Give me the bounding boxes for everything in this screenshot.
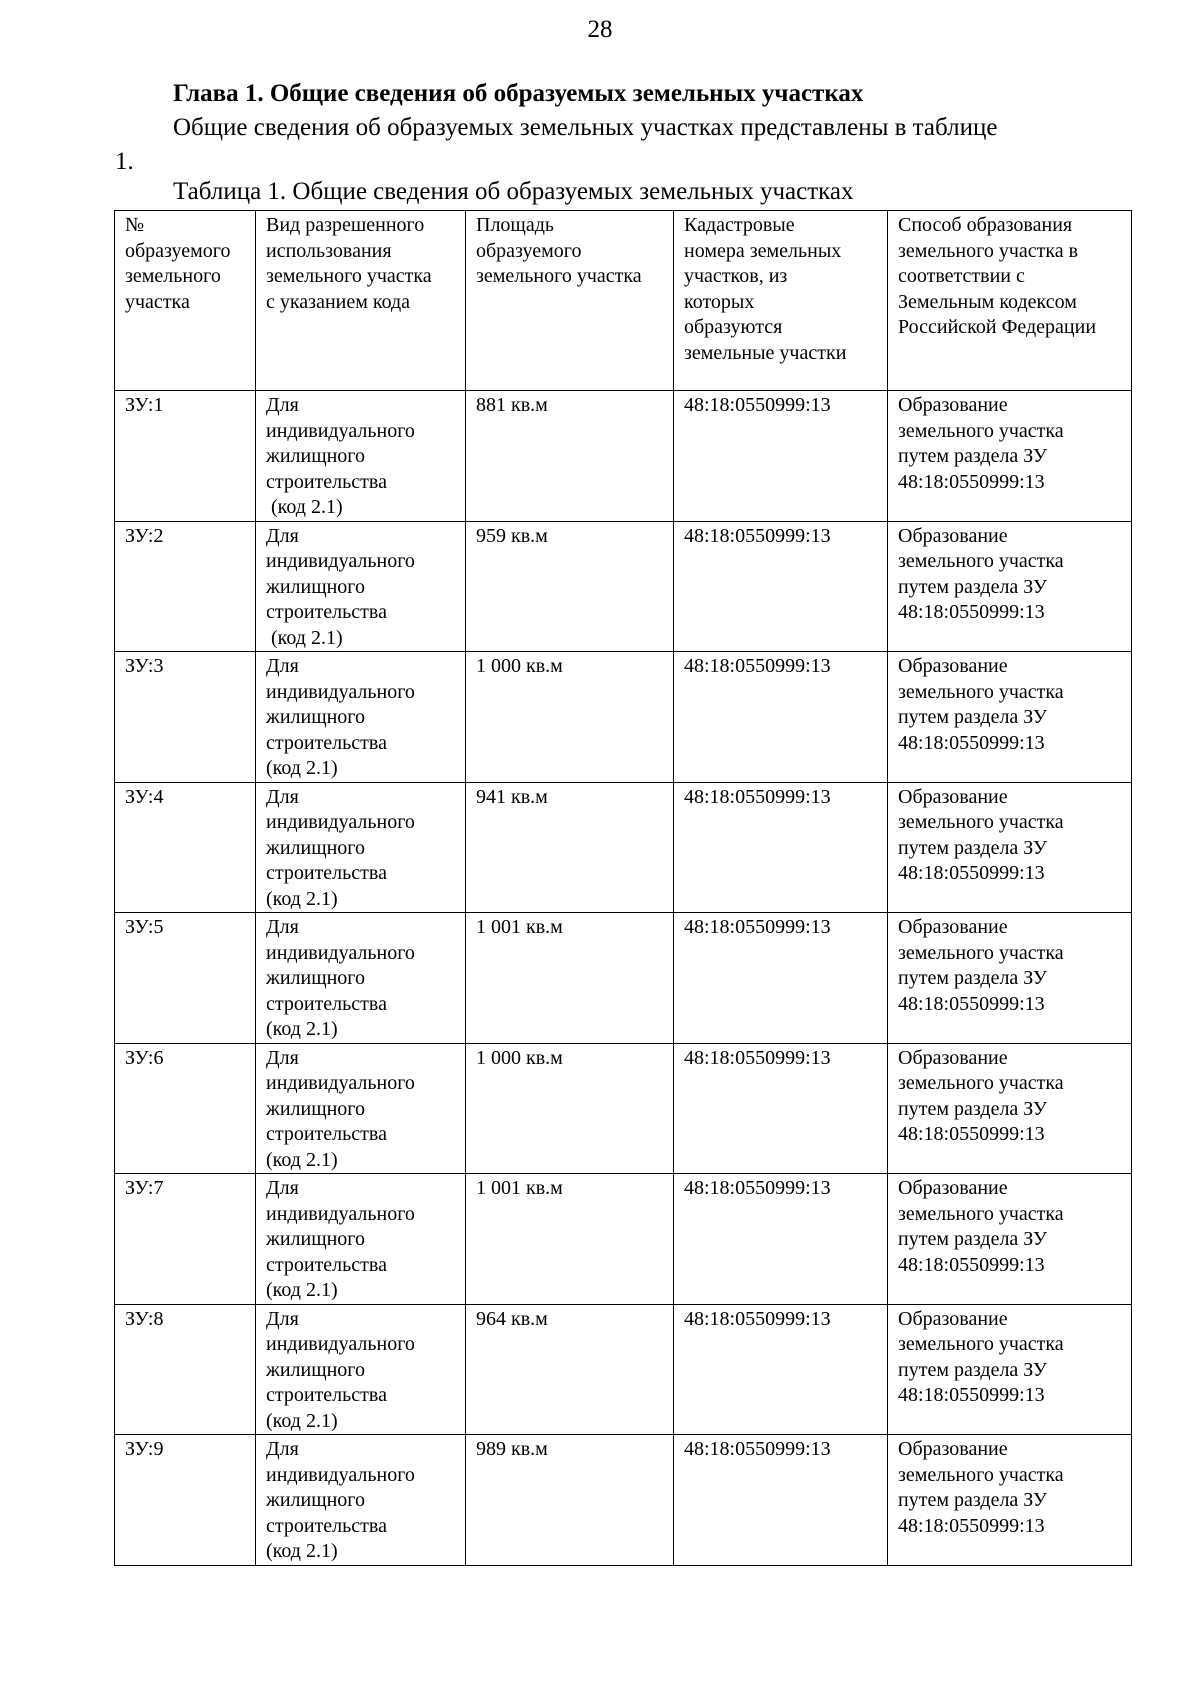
- table-row: [115, 521, 1132, 652]
- cell-permitted-use-line: жилищного: [266, 1228, 366, 1250]
- cell-permitted-use-line: строительства: [266, 731, 387, 754]
- cell-plot-id: [115, 391, 256, 522]
- cell-plot-id: [115, 521, 256, 652]
- cell-formation-method: [888, 782, 1132, 913]
- cell-permitted-use-line: жилищного: [266, 575, 366, 598]
- header-line: участка: [125, 290, 190, 313]
- header-line: №: [125, 214, 145, 236]
- cell-formation-method-line: путем раздела ЗУ: [898, 445, 1047, 467]
- cell-permitted-use-line: (код 2.1): [266, 1540, 338, 1562]
- cell-cadastral-number: [674, 782, 888, 913]
- header-line: земельного участка: [266, 265, 432, 287]
- cell-permitted-use-line: строительства: [266, 601, 387, 623]
- intro-paragraph-line-1: Общие сведения об образуемых земельных участках представлены в таблице: [173, 114, 998, 141]
- header-line: которых: [684, 290, 755, 313]
- header-line: земельного участка в: [898, 239, 1079, 262]
- cell-plot-id: [115, 1174, 256, 1305]
- cell-cadastral-number-text: 48:18:0550999:13: [684, 1438, 831, 1460]
- page-number: 28: [587, 16, 613, 43]
- header-line: Вид разрешенного: [266, 214, 425, 236]
- cell-area-text: 1 001 кв.м: [476, 1177, 563, 1199]
- header-line: образуемого: [125, 239, 231, 262]
- cell-plot-id-text: ЗУ:6: [125, 1046, 164, 1069]
- cell-cadastral-number-text: 48:18:0550999:13: [684, 524, 831, 547]
- cell-area: [466, 652, 674, 783]
- cell-permitted-use: [256, 1435, 466, 1566]
- cell-formation-method-line: Образование: [898, 1438, 1008, 1460]
- cell-plot-id-text: ЗУ:2: [125, 524, 164, 547]
- cell-plot-id-text: ЗУ:3: [125, 655, 164, 677]
- cell-formation-method-line: путем раздела ЗУ: [898, 1358, 1047, 1381]
- cell-formation-method-line: 48:18:0550999:13: [898, 470, 1045, 493]
- cell-formation-method: [888, 391, 1132, 522]
- cell-cadastral-number: [674, 521, 888, 652]
- header-area: [466, 211, 674, 391]
- cell-area: [466, 1304, 674, 1435]
- cell-plot-id-text: ЗУ:7: [125, 1177, 164, 1199]
- cell-permitted-use-line: индивидуального: [266, 550, 415, 572]
- cell-formation-method-line: путем раздела ЗУ: [898, 1228, 1047, 1250]
- cell-formation-method-line: Образование: [898, 785, 1008, 808]
- header-line: номера земельных: [684, 239, 842, 262]
- header-line: с указанием кода: [266, 290, 411, 313]
- cell-permitted-use: [256, 1174, 466, 1305]
- cell-cadastral-number: [674, 1043, 888, 1174]
- header-line: Российской Федерации: [898, 316, 1097, 338]
- cell-plot-id: [115, 1304, 256, 1435]
- cell-permitted-use-line: строительства: [266, 1123, 387, 1145]
- cell-area-text: 881 кв.м: [476, 394, 548, 416]
- cell-formation-method-line: Образование: [898, 1177, 1008, 1199]
- cell-plot-id-text: ЗУ:1: [125, 394, 164, 416]
- cell-permitted-use-line: строительства: [266, 992, 387, 1015]
- table-row: [115, 1304, 1132, 1435]
- cell-cadastral-number-text: 48:18:0550999:13: [684, 1177, 831, 1199]
- cell-area: [466, 1435, 674, 1566]
- cell-formation-method-line: 48:18:0550999:13: [898, 601, 1045, 623]
- cell-formation-method-line: 48:18:0550999:13: [898, 1253, 1045, 1276]
- cell-plot-id-text: ЗУ:5: [125, 916, 164, 938]
- cell-cadastral-number-text: 48:18:0550999:13: [684, 655, 831, 677]
- table-row: [115, 782, 1132, 913]
- header-line: соответствии с: [898, 265, 1025, 287]
- cell-area-text: 941 кв.м: [476, 785, 548, 808]
- header-line: Кадастровые: [684, 214, 795, 236]
- cell-formation-method-line: 48:18:0550999:13: [898, 992, 1045, 1015]
- cell-permitted-use: [256, 1304, 466, 1435]
- cell-permitted-use-line: индивидуального: [266, 1463, 415, 1486]
- cell-formation-method-line: Образование: [898, 916, 1008, 938]
- header-line: использования: [266, 239, 392, 262]
- cell-plot-id: [115, 782, 256, 913]
- header-line: образуются: [684, 316, 783, 338]
- cell-permitted-use-line: Для: [266, 785, 299, 808]
- cell-permitted-use-line: (код 2.1): [266, 757, 338, 779]
- cell-area-text: 1 001 кв.м: [476, 916, 563, 938]
- cell-area: [466, 1174, 674, 1305]
- header-line: образуемого: [476, 239, 582, 262]
- cell-formation-method: [888, 652, 1132, 783]
- cell-permitted-use-line: индивидуального: [266, 680, 415, 703]
- cell-plot-id: [115, 1435, 256, 1566]
- cell-area: [466, 913, 674, 1044]
- cell-permitted-use-line: строительства: [266, 1384, 387, 1406]
- cell-formation-method-line: земельного участка: [898, 1463, 1064, 1486]
- cell-formation-method-line: Образование: [898, 655, 1008, 677]
- cell-permitted-use-line: строительства: [266, 1253, 387, 1276]
- cell-permitted-use-line: (код 2.1): [266, 887, 338, 910]
- cell-permitted-use-line: индивидуального: [266, 1072, 415, 1094]
- cell-permitted-use-line: Для: [266, 394, 299, 416]
- cell-plot-id-text: ЗУ:4: [125, 785, 164, 808]
- cell-formation-method-line: путем раздела ЗУ: [898, 1489, 1047, 1511]
- cell-permitted-use-line: строительства: [266, 1514, 387, 1537]
- cell-formation-method-line: земельного участка: [898, 550, 1064, 572]
- cell-area: [466, 391, 674, 522]
- cell-formation-method: [888, 1174, 1132, 1305]
- cell-permitted-use: [256, 652, 466, 783]
- cell-area: [466, 782, 674, 913]
- cell-formation-method-line: Образование: [898, 1046, 1008, 1069]
- cell-cadastral-number: [674, 652, 888, 783]
- header-line: Площадь: [476, 214, 554, 236]
- header-line: земельного: [125, 265, 221, 287]
- cell-formation-method-line: путем раздела ЗУ: [898, 575, 1047, 598]
- cell-formation-method-line: 48:18:0550999:13: [898, 1384, 1045, 1406]
- table-row: [115, 1174, 1132, 1305]
- cell-permitted-use-line: жилищного: [266, 967, 366, 989]
- cell-area: [466, 1043, 674, 1174]
- cell-permitted-use-line: строительства: [266, 470, 387, 493]
- table-row: [115, 652, 1132, 783]
- cell-permitted-use-line: индивидуального: [266, 1333, 415, 1355]
- table-header-row: [115, 211, 1132, 391]
- cell-permitted-use-line: жилищного: [266, 836, 366, 859]
- header-line: земельные участки: [684, 341, 847, 364]
- cell-formation-method: [888, 913, 1132, 1044]
- cell-formation-method-line: земельного участка: [898, 1072, 1064, 1094]
- cell-plot-id: [115, 652, 256, 783]
- header-permitted-use: [256, 211, 466, 391]
- cell-plot-id-text: ЗУ:8: [125, 1307, 164, 1330]
- cell-formation-method-line: 48:18:0550999:13: [898, 862, 1045, 884]
- cell-permitted-use-line: (код 2.1): [266, 1148, 338, 1171]
- cell-permitted-use-line: Для: [266, 1046, 299, 1069]
- cell-permitted-use-line: (код 2.1): [266, 626, 343, 649]
- cell-formation-method-line: Образование: [898, 394, 1008, 416]
- cell-area-text: 989 кв.м: [476, 1438, 548, 1460]
- table-row: [115, 913, 1132, 1044]
- cell-formation-method-line: земельного участка: [898, 941, 1064, 964]
- cell-permitted-use-line: жилищного: [266, 445, 366, 467]
- cell-permitted-use-line: (код 2.1): [266, 1409, 338, 1432]
- land-plots-table: [114, 210, 1132, 1566]
- cell-permitted-use: [256, 782, 466, 913]
- table-row: [115, 391, 1132, 522]
- cell-formation-method-line: земельного участка: [898, 811, 1064, 833]
- cell-permitted-use: [256, 1043, 466, 1174]
- cell-cadastral-number-text: 48:18:0550999:13: [684, 394, 831, 416]
- cell-permitted-use: [256, 521, 466, 652]
- cell-permitted-use-line: Для: [266, 1307, 299, 1330]
- cell-plot-id: [115, 913, 256, 1044]
- cell-formation-method-line: 48:18:0550999:13: [898, 1123, 1045, 1145]
- cell-permitted-use-line: (код 2.1): [266, 1018, 338, 1040]
- cell-area-text: 964 кв.м: [476, 1307, 548, 1330]
- intro-paragraph-line-2: 1.: [115, 148, 134, 175]
- cell-permitted-use-line: строительства: [266, 862, 387, 884]
- cell-formation-method-line: 48:18:0550999:13: [898, 1514, 1045, 1537]
- cell-permitted-use-line: Для: [266, 655, 299, 677]
- header-formation-method: [888, 211, 1132, 391]
- cell-permitted-use-line: Для: [266, 916, 299, 938]
- cell-formation-method-line: земельного участка: [898, 1202, 1064, 1225]
- cell-permitted-use-line: Для: [266, 1177, 299, 1199]
- cell-permitted-use-line: (код 2.1): [266, 496, 343, 518]
- cell-permitted-use-line: индивидуального: [266, 941, 415, 964]
- cell-formation-method-line: путем раздела ЗУ: [898, 706, 1047, 728]
- cell-formation-method: [888, 521, 1132, 652]
- cell-cadastral-number: [674, 913, 888, 1044]
- cell-formation-method: [888, 1304, 1132, 1435]
- cell-permitted-use-line: Для: [266, 1438, 299, 1460]
- cell-cadastral-number-text: 48:18:0550999:13: [684, 785, 831, 808]
- cell-cadastral-number-text: 48:18:0550999:13: [684, 1307, 831, 1330]
- cell-permitted-use-line: (код 2.1): [266, 1279, 338, 1301]
- cell-area-text: 1 000 кв.м: [476, 1046, 563, 1069]
- table-row: [115, 1435, 1132, 1566]
- cell-permitted-use-line: жилищного: [266, 1489, 366, 1511]
- cell-formation-method-line: путем раздела ЗУ: [898, 1097, 1047, 1120]
- cell-formation-method-line: путем раздела ЗУ: [898, 836, 1047, 859]
- header-line: Земельным кодексом: [898, 290, 1077, 313]
- cell-permitted-use: [256, 391, 466, 522]
- header-line: земельного участка: [476, 265, 642, 287]
- cell-permitted-use-line: индивидуального: [266, 419, 415, 442]
- cell-permitted-use-line: индивидуального: [266, 1202, 415, 1225]
- cell-area-text: 959 кв.м: [476, 524, 548, 547]
- cell-permitted-use-line: жилищного: [266, 1097, 366, 1120]
- cell-cadastral-number-text: 48:18:0550999:13: [684, 916, 831, 938]
- cell-formation-method-line: 48:18:0550999:13: [898, 731, 1045, 754]
- cell-cadastral-number-text: 48:18:0550999:13: [684, 1046, 831, 1069]
- header-cadastral-numbers: [674, 211, 888, 391]
- cell-formation-method-line: путем раздела ЗУ: [898, 967, 1047, 989]
- cell-plot-id: [115, 1043, 256, 1174]
- cell-formation-method-line: земельного участка: [898, 1333, 1064, 1355]
- table-caption: Таблица 1. Общие сведения об образуемых земельных участках: [173, 178, 854, 205]
- cell-formation-method-line: Образование: [898, 524, 1008, 547]
- cell-cadastral-number: [674, 1304, 888, 1435]
- cell-cadastral-number: [674, 1174, 888, 1305]
- table-row: [115, 1043, 1132, 1174]
- cell-permitted-use-line: жилищного: [266, 1358, 366, 1381]
- cell-permitted-use-line: индивидуального: [266, 811, 415, 833]
- cell-plot-id-text: ЗУ:9: [125, 1438, 164, 1460]
- cell-formation-method-line: земельного участка: [898, 419, 1064, 442]
- cell-permitted-use: [256, 913, 466, 1044]
- header-line: участков, из: [684, 265, 788, 287]
- cell-permitted-use-line: Для: [266, 524, 299, 547]
- cell-area-text: 1 000 кв.м: [476, 655, 563, 677]
- chapter-heading: Глава 1. Общие сведения об образуемых земельных участках: [173, 80, 864, 107]
- cell-formation-method: [888, 1043, 1132, 1174]
- header-plot-number: [115, 211, 256, 391]
- cell-area: [466, 521, 674, 652]
- cell-formation-method-line: Образование: [898, 1307, 1008, 1330]
- header-line: Способ образования: [898, 214, 1073, 236]
- cell-permitted-use-line: жилищного: [266, 706, 366, 728]
- cell-cadastral-number: [674, 1435, 888, 1566]
- cell-formation-method: [888, 1435, 1132, 1566]
- cell-formation-method-line: земельного участка: [898, 680, 1064, 703]
- cell-cadastral-number: [674, 391, 888, 522]
